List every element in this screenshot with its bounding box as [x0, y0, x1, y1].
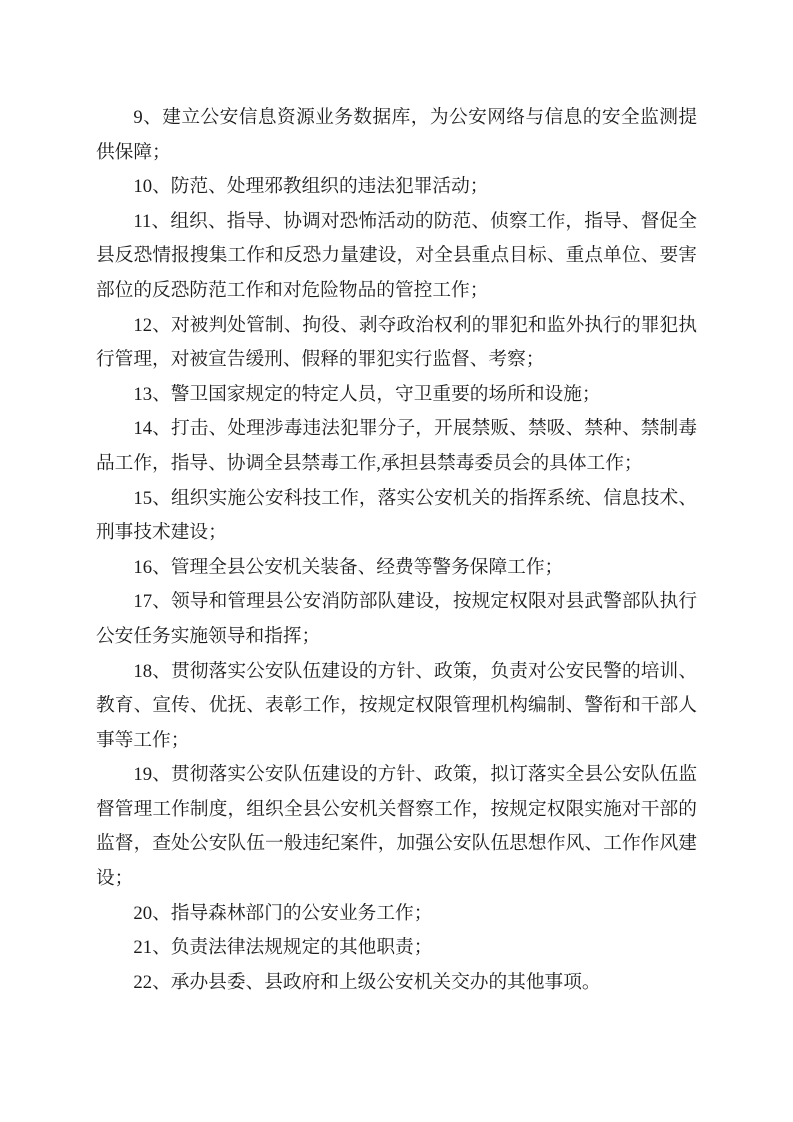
item-text: 指导森林部门的公安业务工作； — [170, 902, 433, 924]
duty-item-10 — [96, 170, 697, 205]
item-text: 防范、处理邪教组织的违法犯罪活动； — [170, 176, 489, 198]
item-text: 贯彻落实公安队伍建设的方针、政策，拟订落实全县公安队伍监督管理工作制度，组织全县公安机关督察工作，按规定权限实施对干部的监督，查处公安队伍一般违纪案件，加强公安队伍思想作风、工作作风建设； — [96, 764, 698, 890]
duty-item-22 — [96, 966, 697, 1001]
item-text: 负责法律法规规定的其他职责； — [170, 937, 433, 959]
item-number: 17、 — [133, 591, 171, 613]
item-number: 19、 — [133, 764, 171, 786]
item-number: 16、 — [133, 556, 171, 578]
item-text: 领导和管理县公安消防部队建设，按规定权限对县武警部队执行公安任务实施领导和指挥； — [96, 591, 698, 647]
item-number: 13、 — [133, 383, 171, 405]
duty-item-18 — [96, 655, 697, 759]
duty-item-20 — [96, 897, 697, 932]
item-text: 承办县委、县政府和上级公安机关交办的其他事项。 — [170, 971, 601, 993]
item-text: 打击、处理涉毒违法犯罪分子，开展禁贩、禁吸、禁种、禁制毒品工作，指导、协调全县禁毒工作,承担县禁毒委员会的具体工作； — [96, 418, 698, 474]
item-number: 21、 — [133, 937, 171, 959]
duty-item-14 — [96, 412, 697, 481]
item-number: 18、 — [133, 660, 171, 682]
item-text: 组织、指导、协调对恐怖活动的防范、侦察工作，指导、督促全县反恐情报搜集工作和反恐力量建设，对全县重点目标、重点单位、要害部位的反恐防范工作和对危险物品的管控工作； — [96, 210, 697, 301]
item-number: 10、 — [133, 176, 171, 198]
item-number: 9、 — [133, 107, 163, 128]
duty-item-11 — [96, 205, 697, 309]
duty-item-16 — [96, 551, 697, 586]
duty-item-17 — [96, 585, 697, 654]
item-number: 11、 — [133, 210, 171, 232]
item-text: 贯彻落实公安队伍建设的方针、政策，负责对公安民警的培训、教育、宣传、优抚、表彰工作，按规定权限管理机构编制、警衔和干部人事等工作； — [96, 660, 698, 751]
item-text: 组织实施公安科技工作，落实公安机关的指挥系统、信息技术、刑事技术建设； — [96, 487, 698, 544]
item-number: 22、 — [133, 971, 171, 993]
duty-item-19 — [96, 758, 697, 896]
duty-item-15 — [96, 482, 697, 551]
item-number: 12、 — [133, 314, 171, 336]
item-text: 建立公安信息资源业务数据库，为公安网络与信息的安全监测提供保障； — [96, 107, 698, 163]
item-text: 对被判处管制、拘役、剥夺政治权利的罪犯和监外执行的罪犯执行管理，对被宣告缓刑、假释的罪犯实行监督、考察； — [96, 314, 698, 371]
duty-item-9 — [96, 101, 697, 170]
duty-item-12 — [96, 309, 697, 378]
duty-item-13 — [96, 378, 697, 413]
item-text: 警卫国家规定的特定人员，守卫重要的场所和设施； — [170, 383, 601, 405]
item-number: 14、 — [133, 418, 171, 440]
duty-item-21 — [96, 931, 697, 966]
item-number: 15、 — [133, 487, 171, 509]
item-number: 20、 — [133, 902, 171, 924]
item-text: 管理全县公安机关装备、经费等警务保障工作； — [170, 556, 564, 578]
